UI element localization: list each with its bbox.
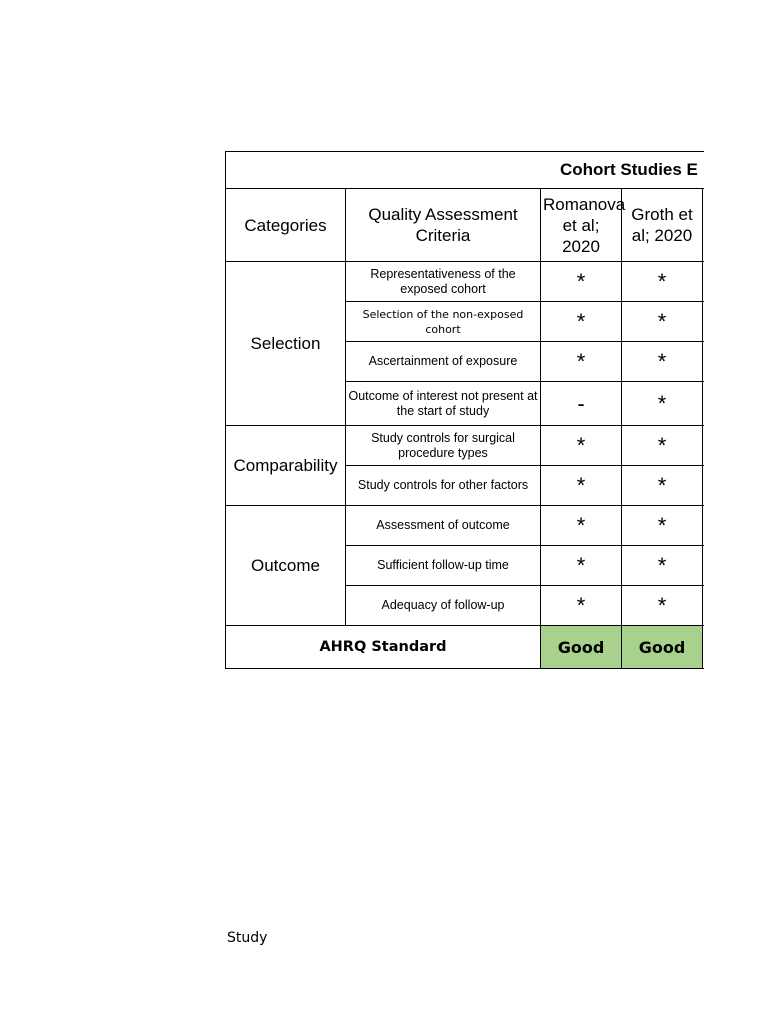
criterion-non-exposed: Selection of the non-exposed cohort xyxy=(346,302,541,342)
score-cell: * xyxy=(622,342,703,382)
header-study-next xyxy=(703,189,705,262)
score-cell: * xyxy=(541,506,622,546)
score-cell-next xyxy=(703,302,705,342)
score-cell: * xyxy=(541,302,622,342)
score-cell-next xyxy=(703,382,705,426)
standard-label: AHRQ Standard xyxy=(226,626,541,669)
score-cell: * xyxy=(622,546,703,586)
score-cell: * xyxy=(622,262,703,302)
standard-value-next xyxy=(703,626,705,669)
footer-text: Study xyxy=(227,930,268,946)
score-cell: - xyxy=(541,382,622,426)
score-cell: * xyxy=(622,382,703,426)
criterion-representativeness: Representativeness of the exposed cohort xyxy=(346,262,541,302)
header-study-groth: Groth et al; 2020 xyxy=(622,189,703,262)
header-categories: Categories xyxy=(226,189,346,262)
header-study-romanova: Romanova et al; 2020 xyxy=(541,189,622,262)
standard-value-groth: Good xyxy=(622,626,703,669)
score-cell: * xyxy=(541,426,622,466)
criterion-assessment-outcome: Assessment of outcome xyxy=(346,506,541,546)
category-comparability: Comparability xyxy=(226,426,346,506)
score-cell-next xyxy=(703,466,705,506)
score-cell: * xyxy=(541,262,622,302)
quality-assessment-table-container xyxy=(225,151,704,679)
score-cell: * xyxy=(541,546,622,586)
table-title: Cohort Studies E xyxy=(226,152,705,189)
score-cell: * xyxy=(541,342,622,382)
criterion-outcome-not-present: Outcome of interest not present at the start of study xyxy=(346,382,541,426)
criterion-adequacy-follow-up: Adequacy of follow-up xyxy=(346,586,541,626)
criterion-other-factors: Study controls for other factors xyxy=(346,466,541,506)
score-cell: * xyxy=(622,466,703,506)
category-outcome: Outcome xyxy=(226,506,346,626)
criterion-ascertainment: Ascertainment of exposure xyxy=(346,342,541,382)
quality-assessment-table xyxy=(225,151,704,669)
score-cell: * xyxy=(541,586,622,626)
category-selection: Selection xyxy=(226,262,346,426)
criterion-surgical-procedure: Study controls for surgical procedure types xyxy=(346,426,541,466)
score-cell: * xyxy=(541,466,622,506)
score-cell-next xyxy=(703,546,705,586)
score-cell-next xyxy=(703,426,705,466)
standard-value-romanova: Good xyxy=(541,626,622,669)
score-cell-next xyxy=(703,586,705,626)
score-cell-next xyxy=(703,342,705,382)
score-cell: * xyxy=(622,586,703,626)
score-cell: * xyxy=(622,506,703,546)
score-cell: * xyxy=(622,302,703,342)
header-criteria: Quality Assessment Criteria xyxy=(346,189,541,262)
score-cell: * xyxy=(622,426,703,466)
criterion-follow-up-time: Sufficient follow-up time xyxy=(346,546,541,586)
score-cell-next xyxy=(703,506,705,546)
score-cell-next xyxy=(703,262,705,302)
